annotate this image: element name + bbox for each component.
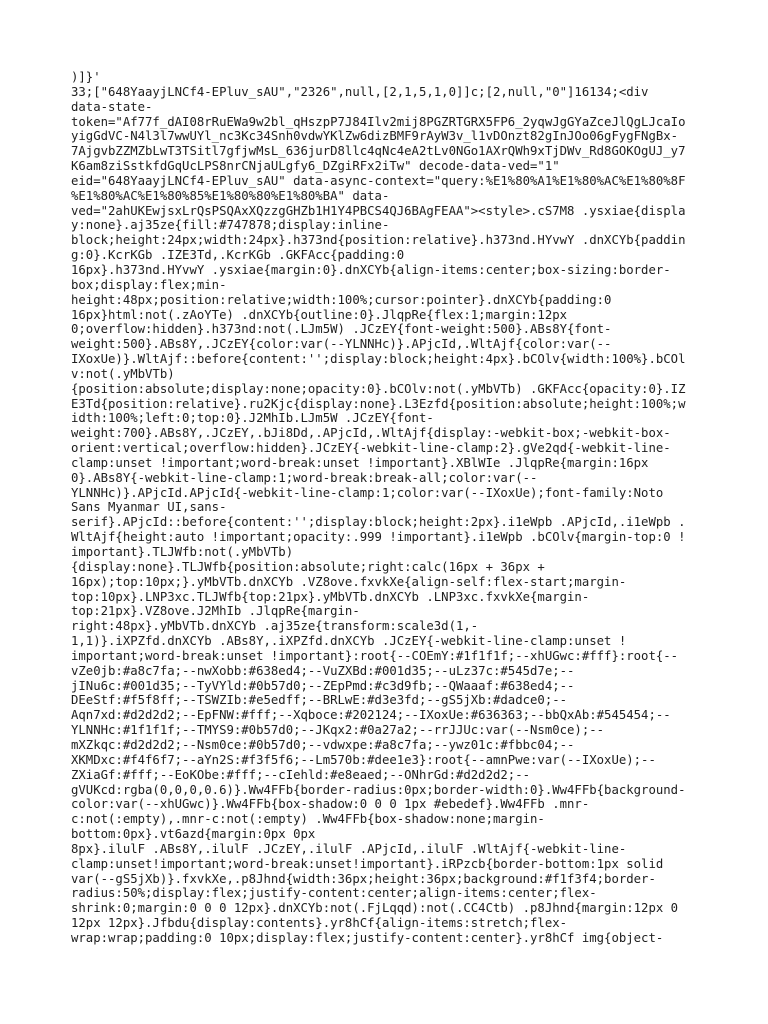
document-line: orient:vertical;overflow:hidden}.JCzEY{-webkit-line-clamp:2}.gVe2qd{-webkit-line- — [71, 441, 671, 456]
document-line: DEeStf:#f5f8ff;--TSWZIb:#e5edff;--BRLwE:#d3e3fd;--gS5jXb:#dadce0;-- — [71, 693, 568, 708]
document-line: Aqn7xd:#d2d2d2;--EpFNW:#fff;--Xqboce:#202124;--IXoxUe:#636363;--bbQxAb:#545454;-- — [71, 708, 671, 723]
document-line: IXoxUe)}.WltAjf::before{content:'';display:block;height:4px}.bCOlv{width:100%}.bCOl — [71, 352, 686, 367]
document-line: 16px}.h373nd.HYvwY .ysxiae{margin:0}.dnXCYb{align-items:center;box-sizing:border- — [71, 262, 671, 277]
document-line: bottom:0px}.vt6azd{margin:0px 0px — [71, 827, 316, 842]
document-line: 16px}html:not(.zAoYTe) .dnXCYb{outline:0}.JlqpRe{flex:1;margin:12px — [71, 307, 568, 322]
document-line: weight:500}.ABs8Y,.JCzEY{color:var(--YLNNHc)}.APjcId,.WltAjf{color:var(-- — [71, 337, 612, 352]
document-line: 16px);top:10px;}.yMbVTb.dnXCYb .VZ8ove.fxvkXe{align-self:flex-start;margin- — [71, 574, 627, 589]
document-line: 12px 12px}.Jfbdu{display:contents}.yr8hCf{align-items:stretch;flex- — [71, 916, 568, 931]
document-line: jINu6c:#001d35;--TyVYld:#0b57d0;--ZEpPmd:#c3d9fb;--QWaaaf:#638ed4;-- — [71, 678, 575, 693]
document-line: {position:absolute;display:none;opacity:0}.bCOlv:not(.yMbVTb) .GKFAcc{opacity:0}.IZ — [71, 381, 686, 396]
document-line: top:10px}.LNP3xc.TLJWfb{top:21px}.yMbVTb.dnXCYb .LNP3xc.fxvkXe{margin- — [71, 589, 590, 604]
document-line: 0;overflow:hidden}.h373nd:not(.LJm5W) .JCzEY{font-weight:500}.ABs8Y{font- — [71, 322, 612, 337]
raw-document-text — [71, 70, 703, 946]
document-line: shrink:0;margin:0 0 0 12px}.dnXCYb:not(.FjLqqd):not(.CC4Ctb) .p8Jhnd{margin:12px 0 — [71, 901, 679, 916]
document-line: 7AjgvbZZMZbLwT3TSitl7gfjwMsL_636jurD8llc4qNc4eA2tLv0NGo1AXrQWh9xTjDWv_Rd8GOKOgUJ_y7 — [71, 144, 686, 159]
document-line: weight:700}.ABs8Y,.JCzEY,.bJi8Dd,.APjcId,.WltAjf{display:-webkit-box;-webkit-box- — [71, 426, 671, 441]
document-line: XKMDxc:#f4f6f7;--aYn2S:#f3f5f6;--Lm570b:#dee1e3}:root{--amnPwe:var(--IXoxUe);-- — [71, 752, 656, 767]
document-line: )]}' — [71, 70, 101, 84]
document-line: eid="648YaayjLNCf4-EPluv_sAU" data-async-context="query:%E1%80%A1%E1%80%AC%E1%80%8F — [71, 173, 686, 188]
document-line: box;display:flex;min- — [71, 277, 227, 292]
document-line: vZe0jb:#a8c7fa;--nwXobb:#638ed4;--VuZXBd:#001d35;--uLz37c:#545d7e;-- — [71, 663, 575, 678]
document-line: mXZkqc:#d2d2d2;--Nsm0ce:#0b57d0;--vdwxpe:#a8c7fa;--ywz01c:#fbbc04;-- — [71, 737, 575, 752]
document-line: token="Af77f_dAI08rRuEWa9w2bl_qHszpP7J84Ilv2mij8PGZRTGRX5FP6_2yqwJgGYaZceJlQgLJcaIo — [71, 114, 686, 129]
document-line: 1,1)}.iXPZfd.dnXCYb .ABs8Y,.iXPZfd.dnXCYb .JCzEY{-webkit-line-clamp:unset ! — [71, 634, 627, 649]
document-line: ZXiaGf:#fff;--EoKObe:#fff;--cIehld:#e8eaed;--ONhrGd:#d2d2d2;-- — [71, 767, 531, 782]
document-line: radius:50%;display:flex;justify-content:center;align-items:center;flex- — [71, 886, 597, 901]
document-line: 8px}.ilulF .ABs8Y,.ilulF .JCzEY,.ilulF .APjcId,.ilulF .WltAjf{-webkit-line- — [71, 841, 627, 856]
document-line: data-state- — [71, 99, 153, 114]
document-line: {display:none}.TLJWfb{position:absolute;right:calc(16px + 36px + — [71, 559, 545, 574]
document-line: v:not(.yMbVTb) — [71, 366, 175, 381]
document-line: idth:100%;left:0;top:0}.J2MhIb.LJm5W .JCzEY{font- — [71, 411, 434, 426]
document-line: important;word-break:unset !important}:root{--COEmY:#1f1f1f;--xhUGwc:#fff}:root{-- — [71, 648, 679, 663]
document-line: g:0}.KcrKGb .IZE3Td,.KcrKGb .GKFAcc{padding:0 — [71, 248, 405, 263]
document-line: YLNNHc)}.APjcId.APjcId{-webkit-line-clamp:1;color:var(--IXoxUe);font-family:Noto — [71, 485, 664, 500]
document-line: gVUKcd:rgba(0,0,0,0.6)}.Ww4FFb{border-radius:0px;border-width:0}.Ww4FFb{background- — [71, 782, 686, 797]
document-line: Sans Myanmar UI,sans- — [71, 500, 227, 515]
document-line: clamp:unset!important;word-break:unset!important}.iRPzcb{border-bottom:1px solid — [71, 856, 664, 871]
document-line: var(--gS5jXb)}.fxvkXe,.p8Jhnd{width:36px;height:36px;background:#f1f3f4;border- — [71, 871, 656, 886]
document-line: ved="2ahUKEwjsxLrQsPSQAxXQzzgGHZb1H1Y4PBCS4QJ6BAgFEAA"><style>.cS7M8 .ysxiae{displa — [71, 203, 686, 218]
document-line: important}.TLJWfb:not(.yMbVTb) — [71, 545, 294, 559]
document-line: height:48px;position:relative;width:100%;cursor:pointer}.dnXCYb{padding:0 — [71, 292, 612, 307]
document-line: clamp:unset !important;word-break:unset !important}.XBlWIe .JlqpRe{margin:16px — [71, 455, 649, 470]
document-line: K6am8ziSstkfdGqUcLPS8nrCNjaULgfy6_DZgiRFx2iTw" decode-data-ved="1" — [71, 159, 560, 174]
document-line: YLNNHc:#1f1f1f;--TMYS9:#0b57d0;--JKqx2:#0a27a2;--rrJJUc:var(--Nsm0ce);-- — [71, 723, 605, 738]
document-line: top:21px}.VZ8ove.J2MhIb .JlqpRe{margin- — [71, 604, 360, 619]
document-line: 0}.ABs8Y{-webkit-line-clamp:1;word-break:break-all;color:var(-- — [71, 470, 538, 485]
document-line: %E1%80%AC%E1%80%85%E1%80%80%E1%80%BA" data- — [71, 188, 390, 203]
document-line: 33;["648YaayjLNCf4-EPluv_sAU","2326",null,[2,1,5,1,0]]c;[2,null,"0"]16134;<div — [71, 84, 649, 99]
document-line: serif}.APjcId::before{content:'';display:block;height:2px}.i1eWpb .APjcId,.i1eWpb . — [71, 515, 686, 530]
document-line: color:var(--xhUGwc)}.Ww4FFb{box-shadow:0 0 0 1px #ebedef}.Ww4FFb .mnr- — [71, 797, 590, 812]
document-line: block;height:24px;width:24px}.h373nd{position:relative}.h373nd.HYvwY .dnXCYb{paddin — [71, 233, 686, 248]
document-line: c:not(:empty),.mnr-c:not(:empty) .Ww4FFb{box-shadow:none;margin- — [71, 812, 545, 827]
document-line: yigGdVC-N4l3l7wwUYl_nc3Kc34Snh0vdwYKlZw6dizBMF9rAyW3v_l1vDOnzt82gInJOo06gFygFNgBx- — [71, 129, 679, 144]
document-line: wrap:wrap;padding:0 10px;display:flex;justify-content:center}.yr8hCf img{object- — [71, 930, 664, 945]
document-line: WltAjf{height:auto !important;opacity:.999 !important}.i1eWpb .bCOlv{margin-top:0 ! — [71, 530, 686, 545]
document-line: y:none}.aj35ze{fill:#747878;display:inline- — [71, 218, 390, 233]
document-line: E3Td{position:relative}.ru2Kjc{display:none}.L3Ezfd{position:absolute;height:100%;w — [71, 396, 686, 411]
document-line: right:48px}.yMbVTb.dnXCYb .aj35ze{transform:scale3d(1,- — [71, 619, 479, 634]
